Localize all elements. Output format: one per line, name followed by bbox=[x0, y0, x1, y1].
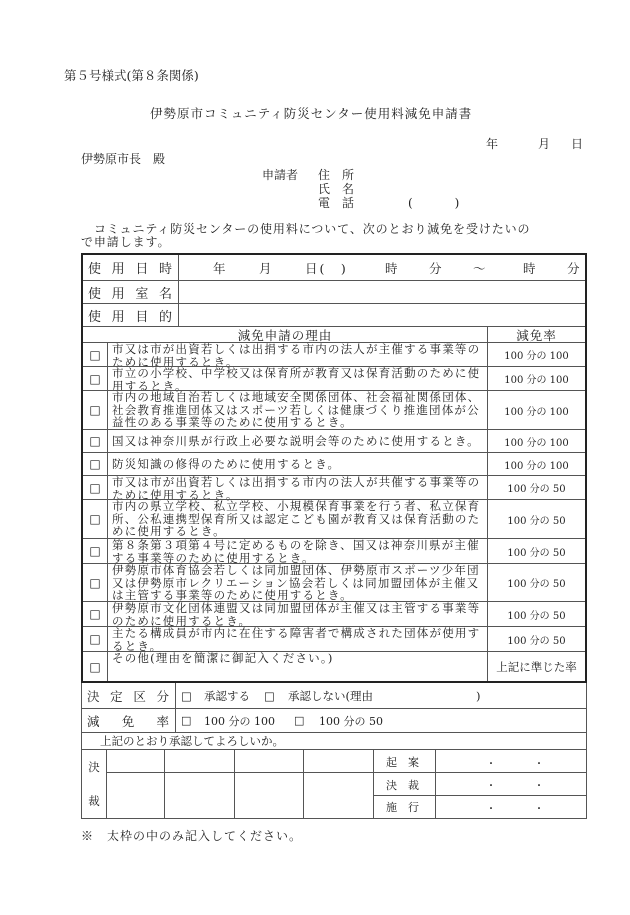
office-use-table bbox=[81, 683, 587, 819]
usage-datetime-row bbox=[83, 255, 585, 280]
reason-row bbox=[83, 499, 585, 538]
reason-checkbox[interactable]: □ bbox=[89, 434, 101, 448]
reject-label: 承認しない(理由 bbox=[288, 688, 373, 703]
rate-50-label: 100 分の 50 bbox=[319, 714, 383, 728]
date-row-shiko: 施 行 ・ ・ bbox=[374, 795, 586, 818]
rate-100-label: 100 分の 100 bbox=[204, 714, 275, 728]
reason-row bbox=[83, 342, 585, 369]
reason-text: 市又は市が出資若しくは出捐する市内の法人が主催する事業等の ために使用するとき。 bbox=[107, 343, 487, 366]
reason-rate: 上記に準じた率 bbox=[487, 652, 585, 681]
reason-checkbox[interactable]: □ bbox=[89, 480, 101, 495]
applicant-label: 申請者 bbox=[262, 168, 299, 182]
signature-box-2[interactable] bbox=[164, 750, 234, 818]
reduction-row bbox=[82, 708, 586, 732]
reason-rate: 100 分の 100 bbox=[487, 453, 585, 475]
reason-text: 第８条第３項第４号に定めるものを除き、国又は神奈川県が主催 する事業等のために使用するとき。 bbox=[107, 539, 487, 563]
reason-text: 市内の地域自治若しくは地域安全関係団体、社会福祉関係団体、 社会教育推進団体又はスポーツ若しくは健康づくり推進団体が公 益性のある事業等のために使用するとき。 bbox=[107, 391, 487, 429]
reason-text: 市又は市が出資若しくは出捐する市内の法人が共催する事業等の ために使用するとき。 bbox=[107, 476, 487, 499]
page-title: 伊勢原市コミュニティ防災センター使用料減免申請書 bbox=[150, 106, 473, 121]
reason-checkbox[interactable]: □ bbox=[89, 512, 101, 526]
approve-checkbox[interactable]: □ bbox=[181, 688, 192, 703]
reason-text: 市内の県立学校、私立学校、小規模保育事業を行う者、私立保育 所、公私連携型保育所又は認定こども園が教育又は保育活動のた めに使用するとき。 bbox=[107, 500, 487, 538]
reduction-label: 減 免 率 bbox=[87, 713, 169, 729]
reduction-options bbox=[175, 709, 586, 732]
reason-text: 伊勢原市文化団体連盟又は同加盟団体が主催又は主管する事業等 のために使用するとき。 bbox=[107, 602, 487, 626]
reason-checkbox[interactable]: □ bbox=[89, 347, 101, 362]
date-row-kian: 起 案 ・ ・ bbox=[374, 750, 586, 773]
approve-label: 承認する bbox=[204, 688, 250, 703]
date-day-label: 日 bbox=[571, 137, 584, 151]
phone-label: 電 話 bbox=[318, 196, 355, 210]
reason-checkbox[interactable]: □ bbox=[89, 457, 101, 471]
signature-box-4[interactable] bbox=[303, 750, 373, 818]
reason-column-header: 減免申請の理由 bbox=[237, 327, 333, 343]
reason-text: 市立の小学校、中学校又は保育所が教育又は保育活動のために使 用するとき。 bbox=[107, 367, 487, 390]
reason-row bbox=[83, 626, 585, 651]
intro-line-1: コミュニティ防災センターの使用料について、次のとおり減免を受けたいの bbox=[94, 222, 531, 236]
reject-close-paren: ) bbox=[476, 688, 481, 703]
reason-text: 国又は神奈川県が行政上必要な説明会等のために使用するとき。 bbox=[107, 430, 487, 452]
reason-checkbox[interactable]: □ bbox=[89, 607, 101, 621]
reason-row-other bbox=[83, 651, 585, 681]
reason-checkbox[interactable]: □ bbox=[89, 632, 101, 646]
reason-rate: 100 分の 50 bbox=[487, 627, 585, 651]
reason-text[interactable]: その他(理由を簡潔に御記入ください。) bbox=[107, 652, 487, 681]
intro-line-2: で申請します。 bbox=[81, 235, 171, 249]
signature-box-3[interactable] bbox=[234, 750, 303, 818]
usage-room-field[interactable] bbox=[178, 281, 585, 303]
reason-text: 防災知識の修得のために使用するとき。 bbox=[107, 453, 487, 475]
reason-rate: 100 分の 50 bbox=[487, 476, 585, 499]
reason-checkbox[interactable]: □ bbox=[89, 575, 101, 590]
reason-checkbox[interactable]: □ bbox=[89, 544, 101, 558]
decision-label: 決 定 区 分 bbox=[87, 688, 169, 704]
dates-block bbox=[373, 750, 586, 818]
usage-datetime-field[interactable]: 年 月 日( ) 時 分 ～ 時 分 bbox=[178, 255, 585, 280]
usage-purpose-label: 使 用 目 的 bbox=[88, 309, 172, 325]
reason-rate: 100 分の 50 bbox=[487, 539, 585, 563]
date-year-label: 年 bbox=[486, 137, 499, 151]
reasons-header-row bbox=[83, 326, 585, 342]
reason-row bbox=[83, 563, 585, 601]
reason-checkbox[interactable]: □ bbox=[89, 403, 101, 417]
reject-checkbox[interactable]: □ bbox=[264, 688, 275, 703]
approval-question-row bbox=[82, 732, 586, 749]
reason-text: 伊勢原市体育協会若しくは同加盟団体、伊勢原市スポーツ少年団 又は伊勢原市レクリエーション協会若しくは同加盟団体が主催又 は主管する事業等のために使用するとき。 bbox=[107, 564, 487, 601]
reason-rate: 100 分の 100 bbox=[487, 343, 585, 366]
reason-rate: 100 分の 50 bbox=[487, 602, 585, 626]
addressee: 伊勢原市長 殿 bbox=[81, 152, 166, 166]
reason-rate: 100 分の 100 bbox=[487, 430, 585, 452]
reason-text: 主たる構成員が市内に在住する障害者で構成された団体が使用す るとき。 bbox=[107, 627, 487, 651]
signature-box-1[interactable] bbox=[106, 750, 164, 818]
usage-datetime-label: 使 用 日 時 bbox=[88, 262, 172, 277]
rate-50-checkbox[interactable]: □ bbox=[294, 714, 305, 727]
phone-paren: ( ) bbox=[408, 196, 466, 210]
reason-rate: 100 分の 100 bbox=[487, 391, 585, 429]
reason-row bbox=[83, 601, 585, 626]
reason-checkbox[interactable]: □ bbox=[89, 659, 101, 674]
reason-rate: 100 分の 100 bbox=[487, 367, 585, 390]
reason-row bbox=[83, 390, 585, 429]
rate-column-header: 減免率 bbox=[487, 327, 585, 342]
usage-purpose-row bbox=[83, 303, 585, 326]
kessai-block bbox=[82, 749, 586, 818]
address-label: 住 所 bbox=[318, 168, 355, 182]
kessai-label: 決 裁 bbox=[88, 760, 100, 808]
signature-divider bbox=[106, 772, 373, 773]
form-number: 第５号様式(第８条関係) bbox=[64, 68, 199, 83]
reason-row bbox=[83, 429, 585, 452]
decision-row bbox=[82, 683, 586, 708]
usage-room-row bbox=[83, 280, 585, 303]
approval-question: 上記のとおり承認してよろしいか。 bbox=[100, 734, 284, 748]
reason-rate: 100 分の 50 bbox=[487, 500, 585, 538]
decision-options bbox=[175, 683, 586, 708]
usage-purpose-field[interactable] bbox=[178, 304, 585, 326]
application-table bbox=[81, 253, 587, 683]
reason-rate: 100 分の 50 bbox=[487, 564, 585, 601]
date-month-label: 月 bbox=[538, 137, 551, 151]
reason-row bbox=[83, 366, 585, 393]
usage-room-label: 使 用 室 名 bbox=[88, 286, 172, 302]
footnote: ※ 太枠の中のみ記入してください。 bbox=[81, 829, 303, 843]
reason-checkbox[interactable]: □ bbox=[89, 371, 101, 386]
reason-row bbox=[83, 475, 585, 502]
name-label: 氏 名 bbox=[318, 182, 355, 196]
reason-row bbox=[83, 538, 585, 563]
reason-row bbox=[83, 452, 585, 475]
rate-100-checkbox[interactable]: □ bbox=[181, 714, 192, 727]
date-row-kessai: 決 裁 ・ ・ bbox=[374, 772, 586, 796]
